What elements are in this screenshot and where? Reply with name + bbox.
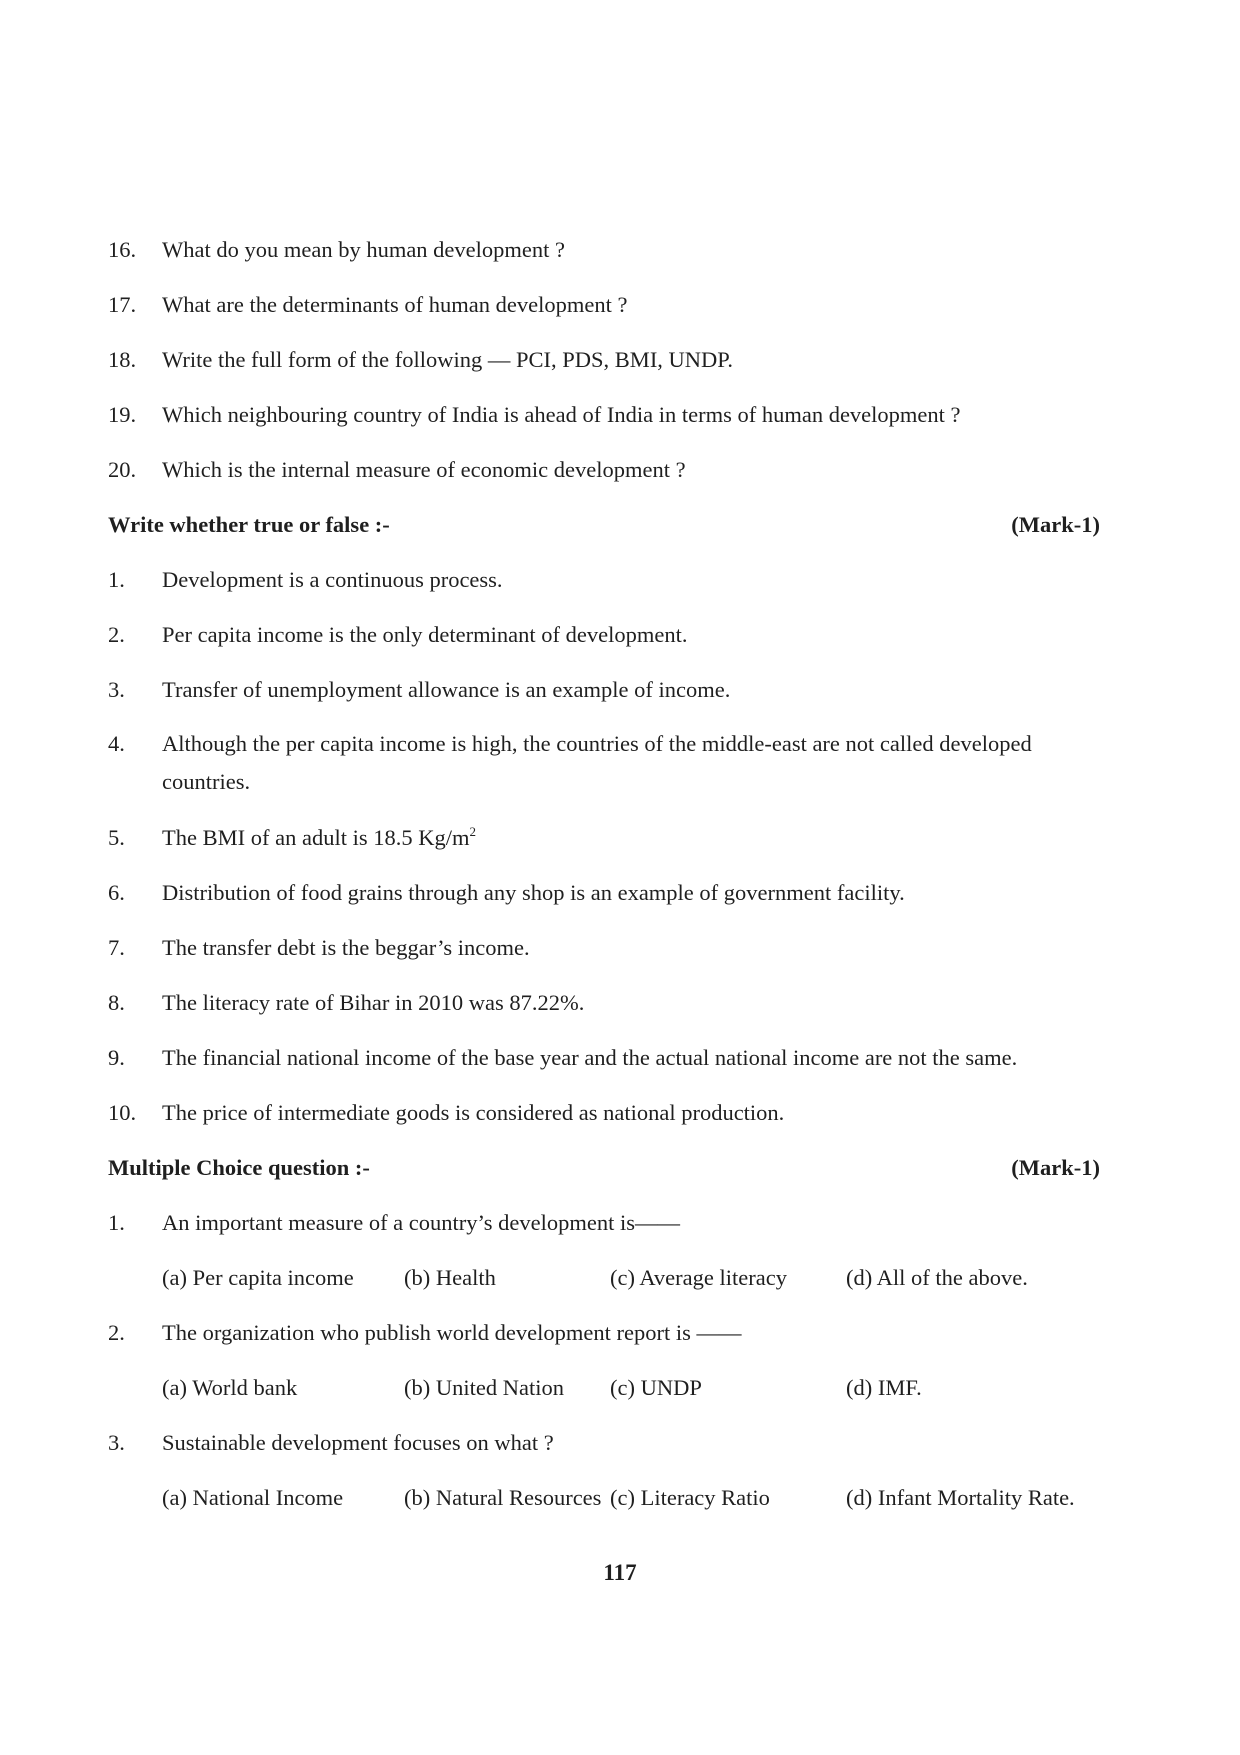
mcq-question (108, 1423, 1100, 1478)
section-mark: (Mark-1) (1011, 512, 1100, 537)
question-text: Write the full form of the following — PCI, PDS, BMI, UNDP. (162, 347, 733, 372)
item-number: 5. (108, 825, 125, 850)
item-text: The transfer debt is the beggar’s income. (162, 935, 530, 960)
option-a: (a) Per capita income (162, 1265, 354, 1290)
question-item (108, 450, 1100, 505)
option-b: (b) Health (404, 1265, 496, 1290)
option-c: (c) Literacy Ratio (610, 1485, 770, 1510)
question-number: 20. (108, 457, 137, 482)
mcq-options (108, 1258, 1100, 1313)
true-false-item (108, 1093, 1100, 1148)
true-false-item (108, 928, 1100, 983)
true-false-item (108, 1038, 1100, 1093)
question-number: 17. (108, 292, 137, 317)
item-number: 10. (108, 1100, 137, 1125)
question-text: What are the determinants of human development ? (162, 292, 628, 317)
item-text: Transfer of unemployment allowance is an example of income. (162, 677, 731, 702)
item-text: Per capita income is the only determinant of development. (162, 622, 688, 647)
question-number: 19. (108, 402, 137, 427)
item-text: The price of intermediate goods is considered as national production. (162, 1100, 785, 1125)
question-text: Sustainable development focuses on what ? (162, 1430, 554, 1455)
true-false-item (108, 983, 1100, 1038)
item-text: The financial national income of the base year and the actual national income are not the same. (162, 1045, 1018, 1070)
question-number: 18. (108, 347, 137, 372)
question-number: 2. (108, 1320, 125, 1345)
question-item (108, 230, 1100, 285)
true-false-section-heading (108, 505, 1100, 560)
question-text: Which is the internal measure of economic development ? (162, 457, 686, 482)
mcq-options (108, 1368, 1100, 1423)
question-text: An important measure of a country’s development is—— (162, 1210, 681, 1235)
item-text: Although the per capita income is high, the countries of the middle-east are not called developed countries. (162, 731, 1032, 794)
question-number: 1. (108, 1210, 125, 1235)
true-false-item (108, 670, 1100, 725)
question-item (108, 340, 1100, 395)
question-text: Which neighbouring country of India is ahead of India in terms of human development ? (162, 402, 961, 427)
question-item (108, 395, 1100, 450)
option-c: (c) UNDP (610, 1375, 702, 1400)
option-a: (a) National Income (162, 1485, 344, 1510)
true-false-item (108, 560, 1100, 615)
page-number: 117 (603, 1560, 637, 1585)
option-d: (d) All of the above. (846, 1265, 1028, 1290)
item-number: 1. (108, 567, 125, 592)
item-text-wrap (162, 818, 1100, 858)
question-number: 3. (108, 1430, 125, 1455)
question-number: 16. (108, 237, 137, 262)
option-d: (d) Infant Mortality Rate. (846, 1485, 1075, 1510)
item-number: 8. (108, 990, 125, 1015)
item-text: Development is a continuous process. (162, 567, 503, 592)
section-mark: (Mark-1) (1011, 1155, 1100, 1180)
true-false-item (108, 818, 1100, 873)
mcq-options (108, 1478, 1100, 1533)
item-number: 6. (108, 880, 125, 905)
mcq-question (108, 1313, 1100, 1368)
section-title: Multiple Choice question :- (108, 1155, 370, 1180)
section-title: Write whether true or false :- (108, 512, 390, 537)
item-text: The BMI of an adult is 18.5 Kg/m (162, 825, 470, 850)
item-number: 2. (108, 622, 125, 647)
superscript: 2 (469, 824, 476, 839)
true-false-item (108, 873, 1100, 928)
option-d: (d) IMF. (846, 1375, 922, 1400)
mcq-question (108, 1203, 1100, 1258)
page-content (108, 230, 1100, 1533)
question-text: The organization who publish world development report is —— (162, 1320, 742, 1345)
true-false-item (108, 725, 1100, 818)
item-number: 9. (108, 1045, 125, 1070)
option-c: (c) Average literacy (610, 1265, 787, 1290)
question-item (108, 285, 1100, 340)
option-b: (b) United Nation (404, 1375, 564, 1400)
question-text: What do you mean by human development ? (162, 237, 566, 262)
item-text: The literacy rate of Bihar in 2010 was 87.22%. (162, 990, 585, 1015)
mcq-section-heading (108, 1148, 1100, 1203)
item-text: Distribution of food grains through any shop is an example of government facility. (162, 880, 905, 905)
option-a: (a) World bank (162, 1375, 298, 1400)
item-number: 4. (108, 731, 125, 756)
option-b: (b) Natural Resources (404, 1485, 602, 1510)
item-number: 7. (108, 935, 125, 960)
true-false-item (108, 615, 1100, 670)
item-number: 3. (108, 677, 125, 702)
